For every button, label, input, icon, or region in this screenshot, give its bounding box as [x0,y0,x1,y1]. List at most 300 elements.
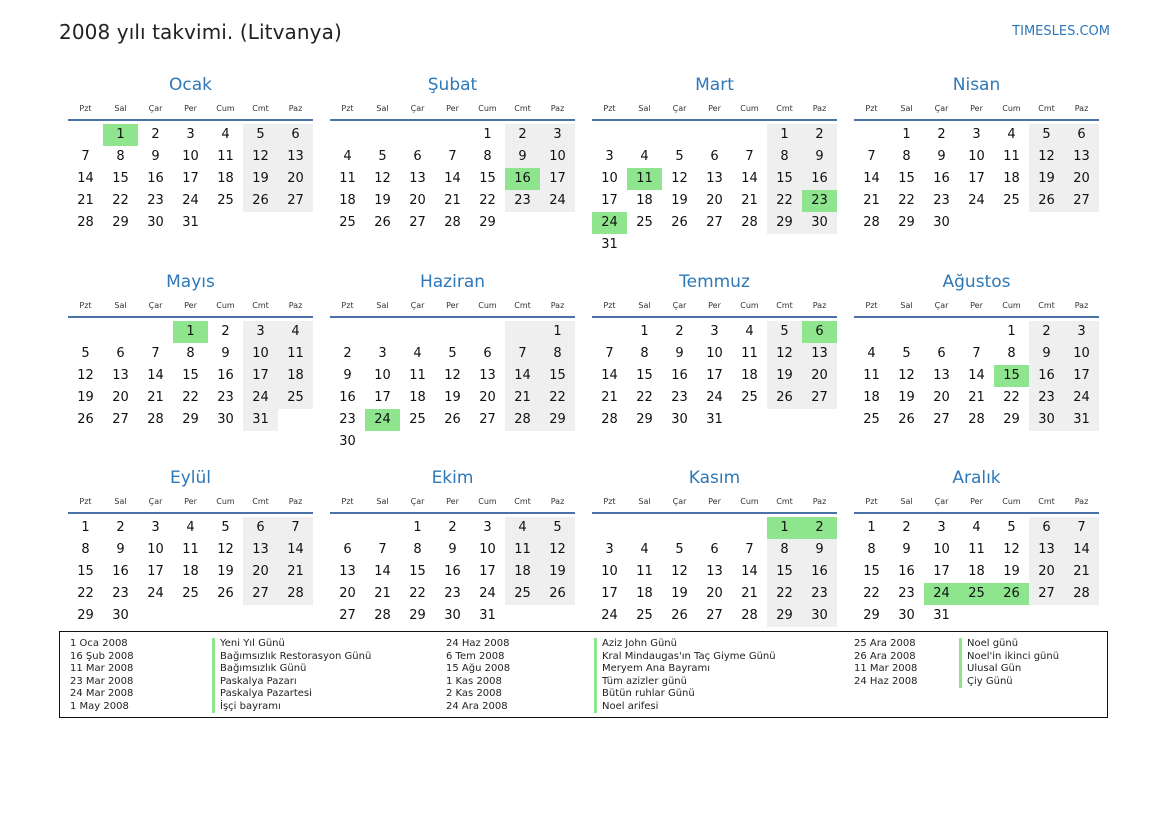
holiday-day-cell: 15 [994,365,1029,387]
day-cell: 16 [112,564,129,579]
day-cell: 29 [112,215,129,230]
day-cell: 30 [898,608,915,623]
holiday-day-cell: 1 [173,321,208,343]
empty-cell [994,605,1029,627]
empty-cell [1029,605,1064,627]
days-grid [592,321,837,431]
legend-date: 1 Kas 2008 [446,675,502,687]
weekday-header [592,490,837,514]
day-cell: 5 [767,321,802,343]
weekday-label: Çar [148,103,163,113]
day-cell: 28 [77,215,94,230]
weekday-label: Cum [740,103,759,113]
day-cell: 8 [767,539,802,561]
month-calendar [592,73,837,256]
legend-holiday-name: Aziz John Günü [594,638,776,651]
day-cell: 21 [278,561,313,583]
day-cell: 23 [339,412,356,427]
legend-date: 11 Mar 2008 [70,663,134,674]
day-cell: 30 [339,434,356,449]
day-cell: 17 [601,586,618,601]
day-cell: 10 [1064,343,1099,365]
day-cell: 12 [898,368,915,383]
empty-cell [697,517,732,539]
empty-cell [732,409,767,431]
legend-date: 16 Şub 2008 [70,650,134,662]
day-cell: 13 [1064,146,1099,168]
day-cell: 27 [706,215,723,230]
day-cell: 9 [221,346,230,361]
day-cell: 21 [505,387,540,409]
day-cell: 14 [863,171,880,186]
day-cell: 1 [867,520,876,535]
day-cell: 29 [1003,412,1020,427]
day-cell: 15 [479,171,496,186]
empty-cell [889,321,924,343]
day-cell: 4 [505,517,540,539]
day-cell: 6 [116,346,125,361]
weekday-label: Cum [216,496,235,506]
day-cell: 13 [243,539,278,561]
weekday-label: Cmt [514,103,531,113]
day-cell: 21 [601,390,618,405]
day-cell: 4 [413,346,422,361]
month-name: Mayıs [166,272,215,292]
day-cell: 29 [182,412,199,427]
weekday-label: Per [446,496,459,506]
day-cell: 10 [479,542,496,557]
empty-cell [959,212,994,234]
legend-date: 1 Oca 2008 [70,638,128,649]
day-cell: 7 [745,149,754,164]
legend-holiday-name: Bağımsızlık Günü [212,663,371,676]
day-cell: 12 [671,171,688,186]
day-cell: 19 [444,390,461,405]
day-cell: 5 [243,124,278,146]
day-cell: 31 [601,237,618,252]
weekday-label: Pzt [865,103,878,113]
day-cell: 13 [339,564,356,579]
day-cell: 7 [278,517,313,539]
empty-cell [854,321,889,343]
day-cell: 19 [540,561,575,583]
day-cell: 7 [867,149,876,164]
day-cell: 26 [77,412,94,427]
day-cell: 20 [112,390,129,405]
day-cell: 15 [898,171,915,186]
day-cell: 20 [933,390,950,405]
day-cell: 21 [147,390,164,405]
day-cell: 9 [505,146,540,168]
day-cell: 12 [1003,542,1020,557]
day-cell: 27 [933,412,950,427]
empty-cell [505,321,540,343]
day-cell: 22 [112,193,129,208]
holiday-day-cell: 2 [802,517,837,539]
day-cell: 28 [863,215,880,230]
day-cell: 23 [217,390,234,405]
day-cell: 9 [448,542,457,557]
weekday-label: Cum [1002,496,1021,506]
day-cell: 22 [479,193,496,208]
day-cell: 27 [706,608,723,623]
day-cell: 28 [374,608,391,623]
day-cell: 11 [505,539,540,561]
day-cell: 16 [217,368,234,383]
day-cell: 19 [671,586,688,601]
day-cell: 19 [217,564,234,579]
day-cell: 15 [863,564,880,579]
weekday-label: Sal [900,300,913,310]
legend-date: 24 Haz 2008 [446,638,510,649]
day-cell: 4 [867,346,876,361]
month-name: Temmuz [679,272,750,292]
days-grid [68,124,313,234]
weekday-label: Per [970,496,983,506]
day-cell: 2 [221,324,230,339]
day-cell: 22 [540,387,575,409]
day-cell: 25 [217,193,234,208]
weekday-label: Cmt [514,300,531,310]
day-cell: 4 [343,149,352,164]
day-cell: 12 [444,368,461,383]
empty-cell [627,124,662,146]
day-cell: 9 [343,368,352,383]
day-cell: 30 [933,215,950,230]
day-cell: 24 [479,586,496,601]
day-cell: 19 [671,193,688,208]
day-cell: 11 [339,171,356,186]
day-cell: 7 [448,149,457,164]
day-cell: 30 [112,608,129,623]
day-cell: 2 [116,520,125,535]
weekday-header [330,294,575,318]
weekday-label: Cum [216,103,235,113]
day-cell: 2 [343,346,352,361]
empty-cell [959,321,994,343]
weekday-label: Çar [410,103,425,113]
day-cell: 7 [1064,517,1099,539]
days-grid [854,124,1099,234]
day-cell: 27 [1064,190,1099,212]
day-cell: 2 [448,520,457,535]
empty-cell [627,517,662,539]
day-cell: 11 [278,343,313,365]
month-calendar [330,466,575,627]
day-cell: 4 [745,324,754,339]
day-cell: 18 [636,193,653,208]
day-cell: 13 [802,343,837,365]
day-cell: 18 [278,365,313,387]
day-cell: 29 [479,215,496,230]
empty-cell [435,321,470,343]
weekday-label: Per [184,496,197,506]
day-cell: 29 [540,409,575,431]
days-grid [330,517,575,627]
month-name: Eylül [169,468,212,488]
holiday-day-cell: 24 [365,409,400,431]
day-cell: 14 [444,171,461,186]
month-name: Haziran [419,272,486,292]
day-cell: 7 [81,149,90,164]
weekday-label: Sal [376,103,389,113]
empty-cell [68,321,103,343]
day-cell: 22 [767,190,802,212]
legend-names-col1 [212,638,371,713]
weekday-label: Sal [114,300,127,310]
day-cell: 17 [182,171,199,186]
weekday-label: Sal [638,300,651,310]
weekday-label: Pzt [865,496,878,506]
day-cell: 11 [182,542,199,557]
empty-cell [627,234,662,256]
day-cell: 10 [968,149,985,164]
empty-cell [697,234,732,256]
day-cell: 19 [243,168,278,190]
day-cell: 20 [339,586,356,601]
day-cell: 21 [444,193,461,208]
day-cell: 29 [767,212,802,234]
day-cell: 31 [933,608,950,623]
legend-date: 26 Ara 2008 [854,650,916,662]
month-calendar [854,466,1099,627]
empty-cell [400,124,435,146]
weekday-header [854,490,1099,514]
holiday-day-cell: 1 [767,517,802,539]
day-cell: 17 [968,171,985,186]
days-grid [68,517,313,627]
day-cell: 14 [147,368,164,383]
empty-cell [103,321,138,343]
day-cell: 26 [898,412,915,427]
day-cell: 20 [706,193,723,208]
day-cell: 28 [147,412,164,427]
legend-holiday-name: Ulusal Gün [959,663,1059,676]
day-cell: 8 [867,542,876,557]
day-cell: 21 [1064,561,1099,583]
weekday-header [68,294,313,318]
legend-dates-col2 [446,638,510,713]
day-cell: 8 [483,149,492,164]
day-cell: 27 [278,190,313,212]
day-cell: 19 [767,365,802,387]
month-calendar [330,73,575,234]
empty-cell [732,517,767,539]
empty-cell [592,517,627,539]
day-cell: 28 [741,608,758,623]
empty-cell [1064,605,1099,627]
empty-cell [330,321,365,343]
day-cell: 5 [1007,520,1016,535]
day-cell: 15 [182,368,199,383]
day-cell: 15 [409,564,426,579]
day-cell: 25 [278,387,313,409]
empty-cell [540,431,575,453]
day-cell: 20 [409,193,426,208]
empty-cell [365,321,400,343]
holiday-day-cell: 24 [924,583,959,605]
day-cell: 4 [640,149,649,164]
day-cell: 18 [741,368,758,383]
weekday-label: Çar [934,103,949,113]
day-cell: 28 [741,215,758,230]
empty-cell [243,605,278,627]
month-name: Ağustos [942,272,1011,292]
legend-holiday-name: Bağımsızlık Restorasyon Günü [212,651,371,664]
weekday-label: Pzt [603,300,616,310]
day-cell: 30 [671,412,688,427]
legend-holiday-name: Noel günü [959,638,1059,651]
day-cell: 17 [706,368,723,383]
weekday-label: Çar [672,300,687,310]
day-cell: 23 [147,193,164,208]
day-cell: 14 [278,539,313,561]
weekday-label: Per [708,496,721,506]
day-cell: 19 [898,390,915,405]
day-cell: 8 [116,149,125,164]
empty-cell [732,234,767,256]
day-cell: 8 [81,542,90,557]
day-cell: 26 [243,190,278,212]
day-cell: 16 [933,171,950,186]
empty-cell [592,124,627,146]
day-cell: 16 [802,561,837,583]
day-cell: 14 [77,171,94,186]
day-cell: 16 [147,171,164,186]
day-cell: 17 [374,390,391,405]
day-cell: 1 [902,127,911,142]
empty-cell [278,409,313,431]
day-cell: 13 [112,368,129,383]
day-cell: 19 [1029,168,1064,190]
month-calendar [592,270,837,431]
legend-holiday-name: Kral Mindaugas'ın Taç Giyme Günü [594,651,776,664]
day-cell: 14 [1064,539,1099,561]
legend-date: 1 May 2008 [70,700,129,712]
day-cell: 9 [1029,343,1064,365]
day-cell: 19 [374,193,391,208]
weekday-label: Pzt [341,103,354,113]
day-cell: 14 [505,365,540,387]
day-cell: 15 [767,561,802,583]
day-cell: 1 [640,324,649,339]
weekday-label: Paz [812,103,827,113]
day-cell: 3 [1064,321,1099,343]
holiday-day-cell: 1 [103,124,138,146]
empty-cell [365,124,400,146]
month-calendar [330,270,575,453]
day-cell: 3 [243,321,278,343]
day-cell: 28 [968,412,985,427]
day-cell: 12 [77,368,94,383]
day-cell: 15 [540,365,575,387]
day-cell: 12 [243,146,278,168]
day-cell: 25 [636,215,653,230]
legend-holiday-name: Noel arifesi [594,701,776,714]
weekday-label: Cum [478,496,497,506]
empty-cell [662,124,697,146]
day-cell: 11 [741,346,758,361]
day-cell: 25 [409,412,426,427]
month-name: Ekim [431,468,474,488]
legend-names-col3 [959,638,1059,688]
day-cell: 31 [479,608,496,623]
day-cell: 10 [374,368,391,383]
day-cell: 25 [636,608,653,623]
weekday-label: Cum [478,300,497,310]
site-link[interactable]: TIMESLES.COM [1012,24,1110,39]
day-cell: 5 [221,520,230,535]
weekday-label: Cmt [776,496,793,506]
day-cell: 18 [636,586,653,601]
month-calendar [68,466,313,627]
day-cell: 7 [605,346,614,361]
weekday-label: Cmt [1038,300,1055,310]
day-cell: 16 [339,390,356,405]
legend-date: 23 Mar 2008 [70,675,134,687]
weekday-label: Paz [812,300,827,310]
day-cell: 31 [706,412,723,427]
weekday-label: Sal [900,103,913,113]
weekday-label: Pzt [79,300,92,310]
weekday-label: Sal [638,103,651,113]
day-cell: 2 [675,324,684,339]
day-cell: 24 [147,586,164,601]
day-cell: 20 [802,365,837,387]
weekday-header [592,294,837,318]
weekday-label: Cmt [252,300,269,310]
day-cell: 15 [767,168,802,190]
day-cell: 24 [243,387,278,409]
legend-holiday-name: Çiy Günü [959,676,1059,689]
empty-cell [924,321,959,343]
day-cell: 27 [1029,583,1064,605]
weekday-label: Paz [812,496,827,506]
weekday-label: Çar [934,496,949,506]
day-cell: 6 [413,149,422,164]
days-grid [592,517,837,627]
day-cell: 8 [186,346,195,361]
empty-cell [243,212,278,234]
empty-cell [208,212,243,234]
day-cell: 20 [706,586,723,601]
empty-cell [540,605,575,627]
empty-cell [802,409,837,431]
weekday-label: Çar [934,300,949,310]
weekday-label: Pzt [79,496,92,506]
day-cell: 24 [182,193,199,208]
day-cell: 1 [767,124,802,146]
day-cell: 2 [151,127,160,142]
day-cell: 10 [147,542,164,557]
day-cell: 10 [601,171,618,186]
weekday-header [68,97,313,121]
day-cell: 17 [540,168,575,190]
day-cell: 14 [968,368,985,383]
day-cell: 27 [479,412,496,427]
days-grid [592,124,837,256]
day-cell: 12 [374,171,391,186]
empty-cell [138,605,173,627]
day-cell: 8 [540,343,575,365]
weekday-label: Cum [478,103,497,113]
day-cell: 17 [243,365,278,387]
day-cell: 18 [505,561,540,583]
day-cell: 16 [671,368,688,383]
day-cell: 21 [741,193,758,208]
legend-holiday-name: Yeni Yıl Günü [212,638,371,651]
day-cell: 17 [1064,365,1099,387]
